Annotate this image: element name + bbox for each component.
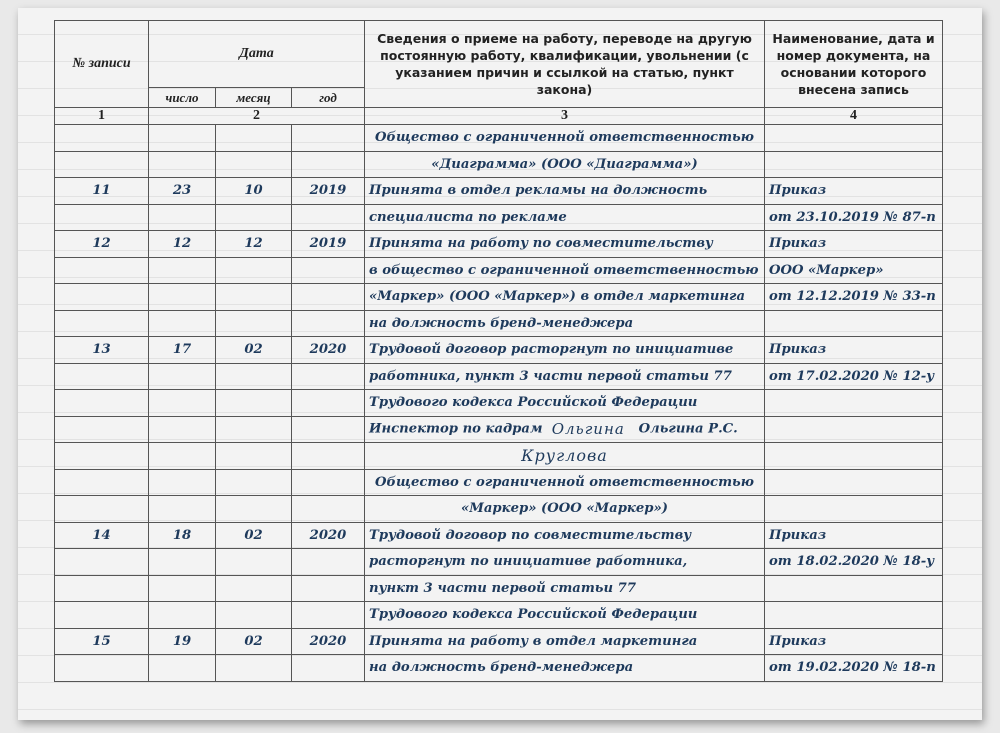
month-cell: 12 xyxy=(216,231,292,258)
month-cell: 02 xyxy=(216,522,292,549)
table-row xyxy=(55,575,943,602)
entry-number-cell xyxy=(55,363,149,390)
table-row xyxy=(55,602,943,629)
month-cell: 02 xyxy=(216,337,292,364)
entry-number-cell xyxy=(55,416,149,443)
column-number-2: 2 xyxy=(149,108,365,125)
year-cell xyxy=(292,310,365,337)
day-cell xyxy=(149,390,216,417)
year-cell xyxy=(292,363,365,390)
record-info-cell: на должность бренд-менеджера xyxy=(365,655,765,682)
entry-number-cell xyxy=(55,655,149,682)
day-cell xyxy=(149,496,216,523)
month-cell xyxy=(216,602,292,629)
entry-number-cell: 15 xyxy=(55,628,149,655)
document-cell: Приказ xyxy=(765,522,943,549)
month-cell: 10 xyxy=(216,178,292,205)
entry-number-cell xyxy=(55,602,149,629)
document-cell xyxy=(765,469,943,496)
inspector-name: Ольгина Р.С. xyxy=(638,421,738,437)
table-row xyxy=(55,549,943,576)
year-cell: 2019 xyxy=(292,178,365,205)
day-cell xyxy=(149,575,216,602)
day-cell xyxy=(149,602,216,629)
year-cell: 2020 xyxy=(292,337,365,364)
year-cell xyxy=(292,469,365,496)
year-cell xyxy=(292,390,365,417)
table-row xyxy=(55,337,943,364)
table-row xyxy=(55,151,943,178)
table-row xyxy=(55,257,943,284)
record-info-cell: Общество с ограниченной ответственностью xyxy=(365,125,765,152)
header-month: месяц xyxy=(216,88,292,108)
record-info-cell xyxy=(365,416,765,443)
entry-number-cell xyxy=(55,575,149,602)
entry-number-cell xyxy=(55,204,149,231)
column-number-1: 1 xyxy=(55,108,149,125)
day-cell xyxy=(149,125,216,152)
year-cell xyxy=(292,655,365,682)
day-cell xyxy=(149,655,216,682)
inspector-signature: Ольгина xyxy=(551,420,625,439)
entry-number-cell xyxy=(55,549,149,576)
month-cell xyxy=(216,284,292,311)
table-row xyxy=(55,284,943,311)
document-cell: Приказ xyxy=(765,231,943,258)
year-cell xyxy=(292,151,365,178)
year-cell xyxy=(292,284,365,311)
day-cell xyxy=(149,469,216,496)
entry-number-cell xyxy=(55,469,149,496)
record-info-cell: Общество с ограниченной ответственностью xyxy=(365,469,765,496)
workbook-page xyxy=(18,8,982,720)
header-document: Наименование, дата и номер документа, на основании которого внесена запись xyxy=(765,21,943,108)
month-cell xyxy=(216,204,292,231)
year-cell: 2020 xyxy=(292,522,365,549)
document-cell xyxy=(765,151,943,178)
day-cell xyxy=(149,416,216,443)
record-info-cell: на должность бренд-менеджера xyxy=(365,310,765,337)
employment-record-table xyxy=(54,20,943,682)
month-cell xyxy=(216,390,292,417)
record-info-cell: расторгнут по инициативе работника, xyxy=(365,549,765,576)
record-info-cell: Трудового кодекса Российской Федерации xyxy=(365,390,765,417)
table-row xyxy=(55,125,943,152)
month-cell xyxy=(216,363,292,390)
year-cell xyxy=(292,416,365,443)
info-text: Инспектор по кадрам xyxy=(369,421,543,437)
document-cell xyxy=(765,125,943,152)
table-row xyxy=(55,178,943,205)
year-cell xyxy=(292,125,365,152)
month-cell: 02 xyxy=(216,628,292,655)
day-cell xyxy=(149,549,216,576)
header-info: Сведения о приеме на работу, переводе на другую постоянную работу, квалификации, увольнении (с указанием причин и ссылкой на статью, пункт закона) xyxy=(365,21,765,108)
day-cell xyxy=(149,284,216,311)
record-info-cell: Принята на работу в отдел маркетинга xyxy=(365,628,765,655)
day-cell xyxy=(149,310,216,337)
record-info-cell xyxy=(365,443,765,470)
document-cell: Приказ xyxy=(765,337,943,364)
table-row xyxy=(55,363,943,390)
entry-number-cell: 11 xyxy=(55,178,149,205)
record-info-cell: Трудовой договор по совместительству xyxy=(365,522,765,549)
employee-signature: Круглова xyxy=(521,446,608,466)
record-info-cell: специалиста по рекламе xyxy=(365,204,765,231)
header-date: Дата xyxy=(149,21,365,88)
year-cell xyxy=(292,443,365,470)
day-cell xyxy=(149,363,216,390)
day-cell: 12 xyxy=(149,231,216,258)
header-year: год xyxy=(292,88,365,108)
month-cell xyxy=(216,496,292,523)
month-cell xyxy=(216,310,292,337)
table-row xyxy=(55,522,943,549)
table-row xyxy=(55,204,943,231)
document-cell: от 19.02.2020 № 18-п xyxy=(765,655,943,682)
document-cell: от 18.02.2020 № 18-у xyxy=(765,549,943,576)
entry-number-cell xyxy=(55,310,149,337)
header-day: число xyxy=(149,88,216,108)
document-cell xyxy=(765,390,943,417)
document-cell: от 23.10.2019 № 87-п xyxy=(765,204,943,231)
header-entry-no: № записи xyxy=(55,21,149,108)
year-cell xyxy=(292,549,365,576)
day-cell: 18 xyxy=(149,522,216,549)
entry-number-cell: 13 xyxy=(55,337,149,364)
record-info-cell: Принята на работу по совместительству xyxy=(365,231,765,258)
day-cell xyxy=(149,204,216,231)
entry-number-cell: 12 xyxy=(55,231,149,258)
document-cell: от 17.02.2020 № 12-у xyxy=(765,363,943,390)
entry-number-cell xyxy=(55,151,149,178)
document-cell xyxy=(765,416,943,443)
entry-number-cell xyxy=(55,443,149,470)
document-cell xyxy=(765,575,943,602)
year-cell: 2019 xyxy=(292,231,365,258)
table-row xyxy=(55,628,943,655)
month-cell xyxy=(216,257,292,284)
year-cell xyxy=(292,496,365,523)
month-cell xyxy=(216,655,292,682)
entry-number-cell: 14 xyxy=(55,522,149,549)
table-row xyxy=(55,443,943,470)
document-cell: от 12.12.2019 № 33-п xyxy=(765,284,943,311)
year-cell xyxy=(292,575,365,602)
month-cell xyxy=(216,469,292,496)
document-cell xyxy=(765,602,943,629)
day-cell: 19 xyxy=(149,628,216,655)
record-info-cell: Принята в отдел рекламы на должность xyxy=(365,178,765,205)
record-info-cell: «Маркер» (ООО «Маркер») xyxy=(365,496,765,523)
table-row xyxy=(55,390,943,417)
document-cell: ООО «Маркер» xyxy=(765,257,943,284)
year-cell xyxy=(292,204,365,231)
month-cell xyxy=(216,151,292,178)
document-cell: Приказ xyxy=(765,178,943,205)
day-cell: 23 xyxy=(149,178,216,205)
column-number-3: 3 xyxy=(365,108,765,125)
year-cell xyxy=(292,602,365,629)
table-row xyxy=(55,231,943,258)
document-cell xyxy=(765,496,943,523)
day-cell: 17 xyxy=(149,337,216,364)
year-cell xyxy=(292,257,365,284)
entry-number-cell xyxy=(55,390,149,417)
day-cell xyxy=(149,151,216,178)
record-info-cell: Трудовой договор расторгнут по инициативе xyxy=(365,337,765,364)
day-cell xyxy=(149,257,216,284)
document-cell xyxy=(765,310,943,337)
entry-number-cell xyxy=(55,125,149,152)
table-row xyxy=(55,496,943,523)
month-cell xyxy=(216,416,292,443)
month-cell xyxy=(216,125,292,152)
entry-number-cell xyxy=(55,284,149,311)
document-cell xyxy=(765,443,943,470)
year-cell: 2020 xyxy=(292,628,365,655)
document-cell: Приказ xyxy=(765,628,943,655)
table-row xyxy=(55,310,943,337)
table-row xyxy=(55,655,943,682)
entry-number-cell xyxy=(55,257,149,284)
record-info-cell: пункт 3 части первой статьи 77 xyxy=(365,575,765,602)
table-row xyxy=(55,416,943,443)
table-row xyxy=(55,469,943,496)
record-info-cell: «Диаграмма» (ООО «Диаграмма») xyxy=(365,151,765,178)
month-cell xyxy=(216,575,292,602)
record-info-cell: работника, пункт 3 части первой статьи 77 xyxy=(365,363,765,390)
record-rows xyxy=(55,125,943,682)
month-cell xyxy=(216,549,292,576)
day-cell xyxy=(149,443,216,470)
entry-number-cell xyxy=(55,496,149,523)
record-info-cell: Трудового кодекса Российской Федерации xyxy=(365,602,765,629)
record-info-cell: «Маркер» (ООО «Маркер») в отдел маркетинга xyxy=(365,284,765,311)
record-info-cell: в общество с ограниченной ответственностью xyxy=(365,257,765,284)
month-cell xyxy=(216,443,292,470)
column-number-4: 4 xyxy=(765,108,943,125)
